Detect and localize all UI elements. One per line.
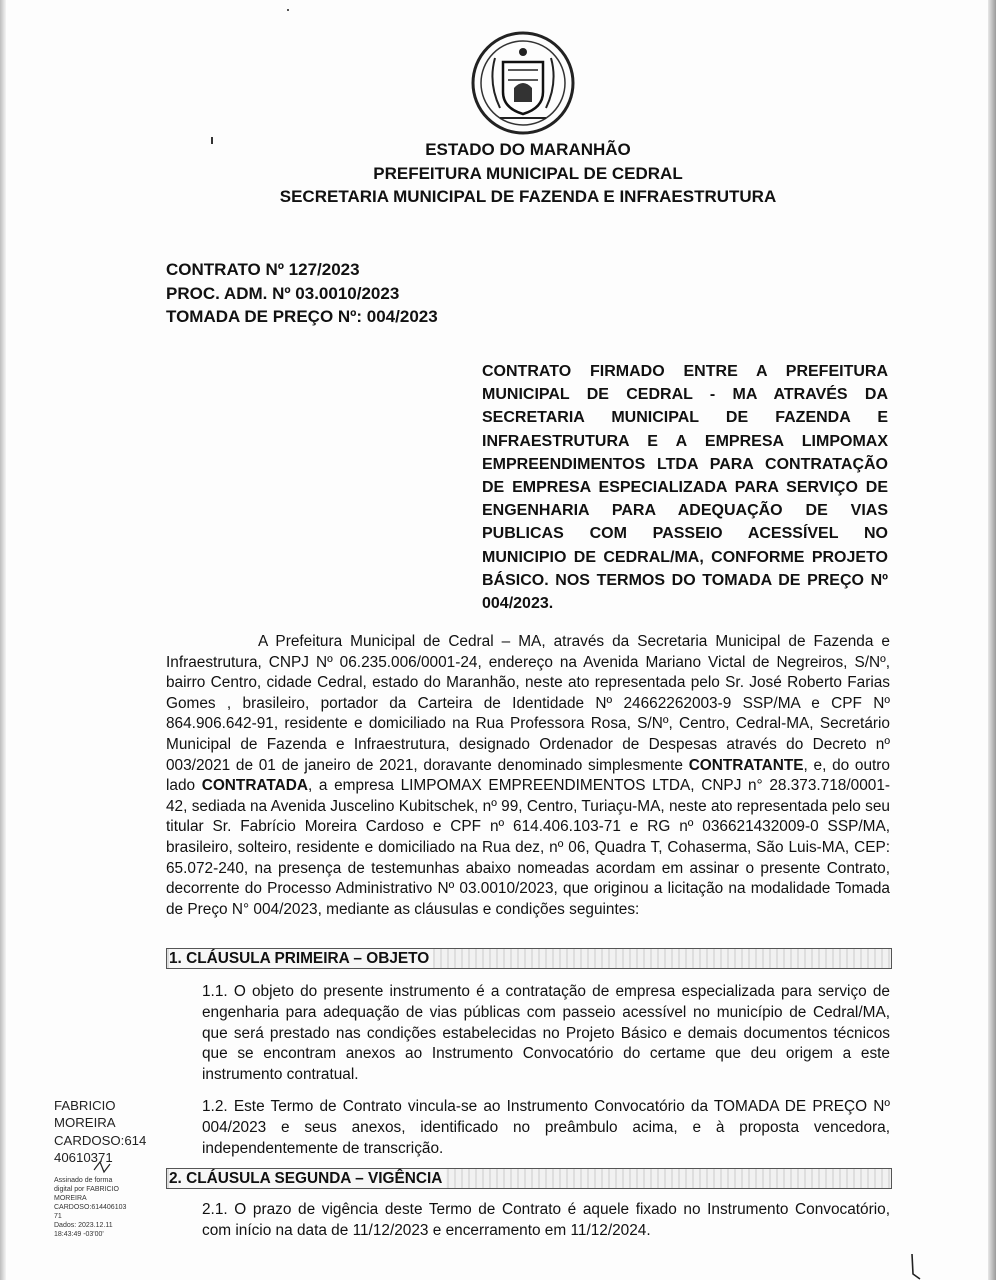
signature-detail-2: digital por FABRICIO — [54, 1186, 119, 1193]
contratante-term: CONTRATANTE — [688, 756, 804, 774]
digital-signature-name — [54, 1097, 164, 1167]
clause-1-title: 1. CLÁUSULA PRIMEIRA – OBJETO — [169, 949, 433, 968]
clause-item-1-2: 1.2. Este Termo de Contrato vincula-se ao Instrumento Convocatório da TOMADA DE PREÇO Nº 004/2023 e seus anexos, identificado no preâmbulo acima, e à proposta vencedora, independentemente de transcrição. — [202, 1098, 890, 1157]
signature-line-1: FABRICIO — [54, 1098, 116, 1113]
preamble-paragraph — [166, 632, 890, 920]
contract-summary: CONTRATO FIRMADO ENTRE A PREFEITURA MUNICIPAL DE CEDRAL - MA ATRAVÉS DA SECRETARIA MUNICIPAL DE FAZENDA E INFRAESTRUTURA E A EMPRESA LIMPOMAX EMPREENDIMENTOS LTDA PARA CONTRATAÇÃO DE EMPRESA ESPECIALIZADA PARA SERVIÇO DE ENGENHARIA PARA ADEQUAÇÃO DE VIAS PUBLICAS COM PASSEIO ACESSÍVEL NO MUNICIPIO DE CEDRAL/MA, CONFORME PROJETO BÁSICO. NOS TERMOS DO TOMADA DE PREÇO Nº 004/2023. — [482, 363, 888, 613]
signature-detail-7: 18:43:49 -03'00' — [54, 1231, 104, 1238]
signature-detail-4: CARDOSO:614406103 — [54, 1204, 127, 1211]
signature-detail-6: Dados: 2023.12.11 — [54, 1222, 113, 1229]
admin-process-number: PROC. ADM. Nº 03.0010/2023 — [166, 284, 400, 303]
page-right-edge-shadow — [988, 0, 996, 1280]
signature-detail-1: Assinado de forma — [54, 1177, 113, 1184]
signature-detail-3: MOREIRA — [54, 1195, 87, 1202]
tomada-de-preco-number: TOMADA DE PREÇO Nº: 004/2023 — [166, 307, 438, 326]
preamble-text-3: , a empresa LIMPOMAX EMPREENDIMENTOS LTDA, CNPJ n° 28.373.718/0001-42, sediada na Avenida Juscelino Kubitschek, nº 99, Centro, Turiaçu-MA, neste ato representada pelo seu titular Sr. Fabrício Moreira Cardoso e CPF nº 614.406.103-71 e RG nº 036621432009-0 SSP/MA, brasileiro, solteiro, residente e domiciliado na Rua dez, nº 06, Quadra T, Cohaserma, São Luis-MA, CEP: 65.072-240, na presença de testemunhas abaixo nomeadas acordam em assinar o presente Contrato, decorrente do Processo Administrativo Nº 03.0010/2023, que originou a licitação na modalidade Tomada de Preço N° 004/2023, mediante as cláusulas e condições seguintes: — [166, 777, 890, 918]
signature-line-4: 40610371 — [54, 1150, 113, 1166]
contract-number: CONTRATO Nº 127/2023 — [166, 260, 360, 279]
header-prefeitura: PREFEITURA MUNICIPAL DE CEDRAL — [373, 164, 683, 183]
clause-1-heading-bar — [166, 948, 892, 969]
page-left-edge-shadow — [0, 0, 6, 1280]
pen-stroke-mark — [904, 1254, 924, 1280]
preamble-text-1: A Prefeitura Municipal de Cedral – MA, através da Secretaria Municipal de Fazenda e Infraestrutura, CNPJ Nº 06.235.006/0001-24, endereço na Avenida Mariano Victal de Negreiros, S/Nº, bairro Centro, cidade Cedral, estado do Maranhão, neste ato representada pelo Sr. José Roberto Farias Gomes , brasileiro, portador da Carteira de Identidade Nº 24662262003-9 SSP/MA e CPF Nº 864.906.642-91, residente e domiciliado na Rua Professora Rosa, S/Nº, Centro, Cedral-MA, Secretário Municipal de Fazenda e Infraestrutura, designado Ordenador de Despesas através do Decreto nº 003/2021 de 01 de janeiro de 2021, doravante denominado simplesmente — [166, 633, 890, 774]
signature-line-3: CARDOSO:614 — [54, 1132, 147, 1148]
clause-2-heading-bar — [166, 1168, 892, 1189]
preamble-text-2: , e, do outro lado — [166, 756, 890, 795]
clause-item-2-1: 2.1. O prazo de vigência deste Termo de Contrato é aquele fixado no Instrumento Convocatório, com início na data de 11/12/2023 e encerramento em 11/12/2024. — [202, 1201, 890, 1239]
clause-item-1-1: 1.1. O objeto do presente instrumento é a contratação de empresa especializada para serviço de engenharia para adequação de vias públicas com passeio acessível no município de Cedral/MA, que será prestado nas condições estabelecidas no Projeto Básico e demais documentos técnicos que se encontram anexos ao Instrumento Convocatório do certame que deu origem a este instrumento contratual. — [202, 983, 890, 1084]
header-secretaria: SECRETARIA MUNICIPAL DE FAZENDA E INFRAESTRUTURA — [279, 187, 777, 206]
signature-detail-5: 71 — [54, 1213, 62, 1220]
header-state: ESTADO DO MARANHÃO — [425, 140, 631, 159]
signature-line-2: MOREIRA — [54, 1115, 116, 1131]
scan-speck — [210, 137, 214, 145]
contratada-term: CONTRATADA — [201, 777, 309, 795]
scan-speck — [286, 8, 290, 12]
digital-signature-details — [54, 1176, 164, 1239]
signature-check-icon — [92, 1158, 112, 1178]
clause-2-title: 2. CLÁUSULA SEGUNDA – VIGÊNCIA — [169, 1169, 446, 1188]
municipal-seal-icon — [470, 30, 576, 136]
